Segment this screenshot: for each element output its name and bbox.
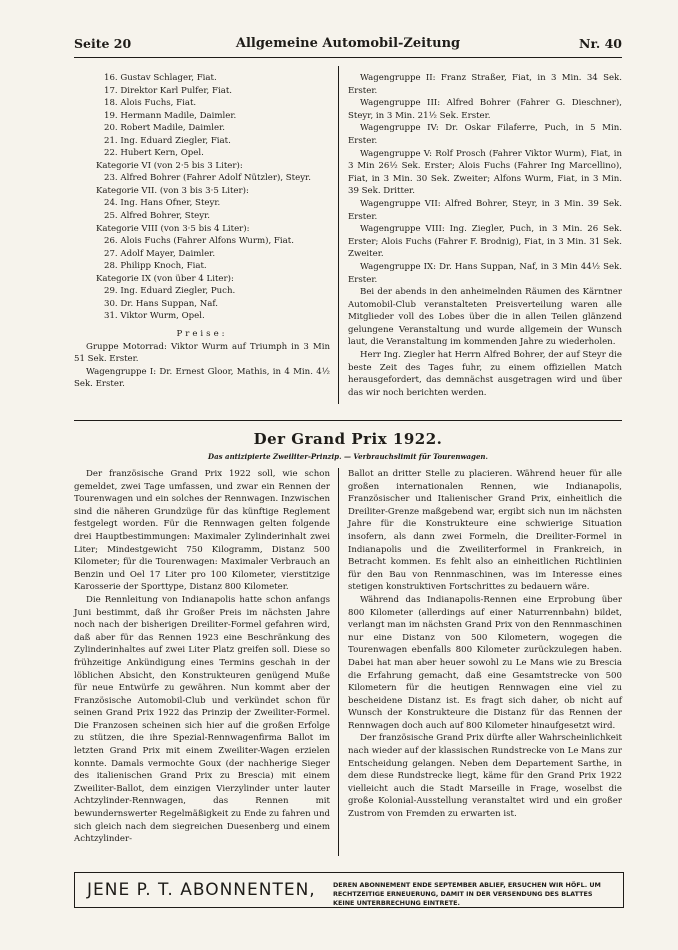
category-heading: Kategorie VII. (von 3 bis 3·5 Liter): <box>96 185 249 196</box>
preise-paragraph: Wagengruppe I: Dr. Ernest Gloor, Mathis, in 4 Min. 4½ Sek. Erster. <box>74 366 330 390</box>
result-paragraph: Wagengruppe IV: Dr. Oskar Filaferre, Puch, in 5 Min. Erster. <box>348 123 622 146</box>
column-divider <box>338 468 339 856</box>
list-item: 23. Alfred Bohrer (Fahrer Adolf Nützler), Steyr. <box>104 173 311 184</box>
list-item: 20. Robert Madile, Daimler. <box>104 123 226 134</box>
results-continued <box>348 72 622 399</box>
page-header <box>74 36 622 54</box>
results-list <box>74 72 330 323</box>
header-rule <box>74 57 622 58</box>
article-column-left <box>74 468 330 846</box>
article-subtitle: Das antizipierte Zweiliter-Prinzip. — Verbrauchslimit für Tourenwagen. <box>208 452 488 461</box>
body-paragraph: Bei der abends in den anheimelnden Räumen des Kärntner Automobil-Club veranstalteten Preisverteilung waren alle Mitglieder voll des Lobes über die in allen Teilen glänzend gelungene Veranstaltung und wurde allgemein der Wunsch laut, die Veranstaltung im kommenden Jahre zu wiederholen. <box>348 287 622 348</box>
article-column-right <box>348 468 622 821</box>
page-number: Seite 20 <box>74 36 132 51</box>
article-paragraph: Ballot an dritter Stelle zu placieren. Während heuer für alle großen internationalen Rennen, wie Indianapolis, Französischer und Italienischer Grand Prix, einheitlich die Dreiliter-Grenze maßgebend war, ergibt sich nun im nächsten Jahre für die Konstrukteure eine schwierige Situation insofern, als dann zwei Formeln, die Dreiliter-Formel in Indianapolis und die Zweiliterformel in Frankreich, in Betracht kommen. Es fehlt also an einheitlichen Richtlinien für den Bau von Rennmaschinen, was im Interesse eines stetigen konstruktiven Fortschrittes zu bedauern wäre. <box>348 469 622 593</box>
article-paragraph: Während das Indianapolis-Rennen eine Erprobung über 800 Kilometer (allerdings auf einer Naturrennbahn) bildet, verlangt man im nächsten Grand Prix von den Rennmaschinen nur eine Distanz von 500 Kilometern, wogegen die Tourenwagen ebenfalls 800 Kilometer zurückzulegen haben. Dabei hat man aber heuer sowohl zu Le Mans wie zu Brescia die Erfahrung gemacht, daß eine Gesamtstrecke von 500 Kilometern für die heutigen Rennwagen eine viel zu bescheidene Distanz ist. Es fragt sich daher, ob nicht auf Wunsch der Konstrukteure die Distanz für das Rennen der Rennwagen doch auch auf 800 Kilometer hinaufgesetzt wird. <box>348 594 622 731</box>
preise-section <box>74 328 330 391</box>
section-rule <box>74 420 622 421</box>
list-item: 29. Ing. Eduard Ziegler, Puch. <box>104 286 236 297</box>
preise-paragraph: Gruppe Motorrad: Viktor Wurm auf Triumph in 3 Min 51 Sek. Erster. <box>74 341 330 365</box>
list-item: 26. Alois Fuchs (Fahrer Alfons Wurm), Fiat. <box>104 236 294 247</box>
article-paragraph: Die Rennleitung von Indianapolis hatte schon anfangs Juni bestimmt, daß ihr Großer Preis im nächsten Jahre noch nach der bisherigen Dreiliter-Formel gefahren wird, daß aber für das Rennen 1923 eine Beschränkung des Zylinderinhaltes auf zwei Liter Platz greifen soll. Diese so frühzeitige Ankündigung eines Termins geschah in der löblichen Absicht, den Konstrukteuren genügend Muße für neue Entwürfe zu gewähren. Nun kommt aber der Französische Automobil-Club und verkündet schon für seinen Grand Prix 1922 das Prinzip der Zweiliter-Formel. Die Franzosen scheinen sich hier auf die großen Erfolge zu stützen, die ihre Spezial-Rennwagenfirma Ballot im letzten Grand Prix mit einem Zweiliter-Wagen erzielen konnte. Damals vermochte Goux (der nachherige Sieger des italienischen Grand Prix zu Brescia) mit einem Zweiliter-Ballot, dem einzigen Vierzylinder unter lauter Achtzylinder-Rennwagen, das Rennen mit bewundernswerter Regelmäßigkeit zu Ende zu fahren und sich gleich nach dem siegreichen Duesenberg und einem Achtzylinder- <box>74 594 330 845</box>
journal-title: Allgemeine Automobil-Zeitung <box>235 36 461 51</box>
category-heading: Kategorie VI (von 2·5 bis 3 Liter): <box>96 160 243 171</box>
list-item: 27. Adolf Mayer, Daimler. <box>104 248 216 259</box>
list-item: 17. Direktor Karl Pulfer, Fiat. <box>104 85 233 96</box>
list-item: 18. Alois Fuchs, Fiat. <box>104 98 197 109</box>
column-divider <box>338 66 339 404</box>
list-item: 19. Hermann Madile, Daimler. <box>104 110 237 121</box>
list-item: 21. Ing. Eduard Ziegler, Fiat. <box>104 135 231 146</box>
list-item: 28. Philipp Knoch, Fiat. <box>104 261 207 272</box>
result-paragraph: Wagengruppe IX: Dr. Hans Suppan, Naf, in 3 Min 44½ Sek. Erster. <box>348 261 622 285</box>
list-item: 30. Dr. Hans Suppan, Naf. <box>104 298 219 309</box>
result-paragraph: Wagengruppe VII: Alfred Bohrer, Steyr, in 3 Min. 39 Sek. Erster. <box>348 198 622 222</box>
article-paragraph: Der französische Grand Prix dürfte aller Wahrscheinlichkeit nach wieder auf der klassischen Rundstrecke von Le Mans zur Entscheidung gelangen. Neben dem Departement Sarthe, in dem diese Rundstrecke liegt, käme für den Grand Prix 1922 vielleicht auch die Stadt Marseille in Frage, woselbst die große Kolonial-Ausstellung veranstaltet wird und ein großer Zustrom von Fremden zu erwarten ist. <box>348 733 622 820</box>
result-paragraph: Wagengruppe VIII: Ing. Ziegler, Puch, in 3 Min. 26 Sek. Erster; Alois Fuchs (Fahrer F. Brodnig), Fiat, in 3 Min. 31 Sek. Zweiter. <box>348 224 622 260</box>
preise-heading: Preise: <box>176 329 228 339</box>
result-paragraph: Wagengruppe III: Alfred Bohrer (Fahrer G. Dieschner), Steyr, in 3 Min. 21½ Sek. Erster. <box>348 98 622 121</box>
list-item: 31. Viktor Wurm, Opel. <box>104 311 205 322</box>
list-item: 16. Gustav Schlager, Fiat. <box>104 73 217 83</box>
body-paragraph: Herr Ing. Ziegler hat Herrn Alfred Bohrer, der auf Steyr die beste Zeit des Tages fuhr, zu einem offiziellen Match herausgefordert, das demnächst ausgetragen wird und über das wir noch berichten werden. <box>348 350 622 398</box>
article-paragraph: Der französische Grand Prix 1922 soll, wie schon gemeldet, zwei Tage umfassen, und zwar ein Rennen der Tourenwagen und ein solches der Rennwagen. Inzwischen sind die näheren Grundzüge für das künftige Reglement festgelegt worden. Für die Rennwagen gelten folgende drei Hauptbestimmungen: Maximaler Zylinderinhalt zwei Liter; Mindestgewicht 750 Kilogramm, Distanz 500 Kilometer; für die Tourenwagen: Maximaler Verbrauch an Benzin und Oel 17 Liter pro 100 Kilometer, vierstitzige Karosserie der Sporttype, Distanz 800 Kilometer. <box>74 469 330 593</box>
result-paragraph: Wagengruppe V: Rolf Prosch (Fahrer Viktor Wurm), Fiat, in 3 Min 26½ Sek. Erster; Alois Fuchs (Fahrer Ing Marcellino), Fiat, in 3 Min. 30 Sek. Zweiter; Alfons Wurm, Fiat, in 3 Min. 39 Sek. Dritter. <box>348 148 622 197</box>
result-paragraph: Wagengruppe II: Franz Straßer, Fiat, in 3 Min. 34 Sek. Erster. <box>348 73 622 96</box>
notice-heading: JENE P. T. ABONNENTEN, <box>87 880 316 900</box>
list-item: 22. Hubert Kern, Opel. <box>104 148 204 159</box>
list-item: 25. Alfred Bohrer, Steyr. <box>104 211 210 222</box>
category-heading: Kategorie IX (von über 4 Liter): <box>96 273 234 284</box>
article-title: Der Grand Prix 1922. <box>253 430 443 448</box>
subscription-notice <box>74 872 624 908</box>
notice-text: DEREN ABONNEMENT ENDE SEPTEMBER ABLIEF, ERSUCHEN WIR HÖFL. UM RECHTZEITIGE ERNEUERUNG, DAMIT IN DER VERSENDUNG DES BLATTES KEINE UNTERBRECHUNG EINTRETE. <box>333 881 601 907</box>
issue-number: Nr. 40 <box>579 36 622 51</box>
list-item: 24. Ing. Hans Ofner, Steyr. <box>104 198 221 209</box>
category-heading: Kategorie VIII (von 3·5 bis 4 Liter): <box>96 223 250 234</box>
